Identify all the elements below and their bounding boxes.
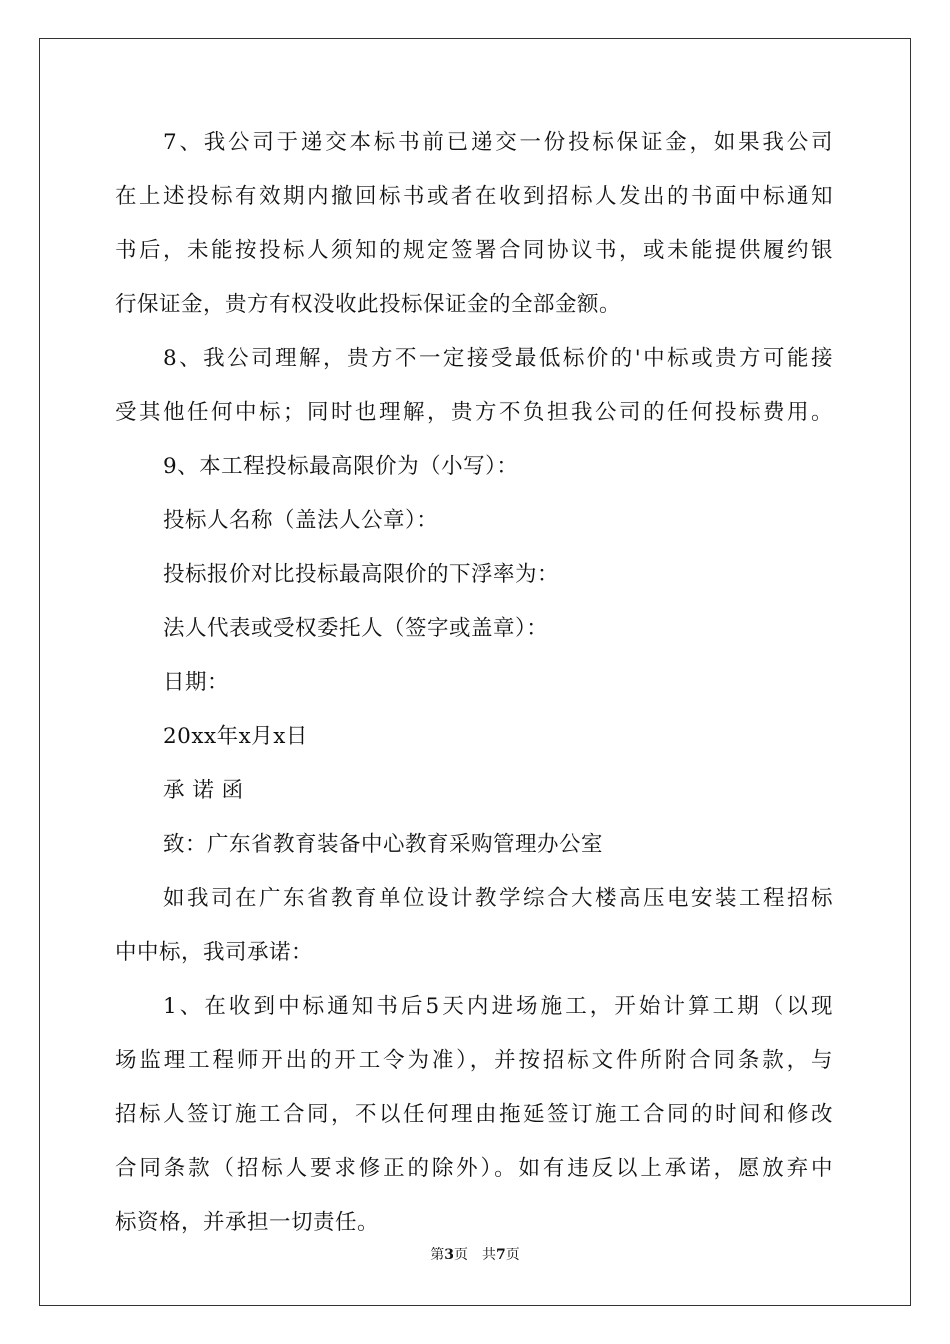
paragraph-line: 9、本工程投标最高限价为（小写）： <box>163 454 519 479</box>
paragraph-line: 1、在收到中标通知书后5天内进场施工，开始计算工期（以现 <box>163 994 833 1019</box>
paragraph-line: 书后，未能按投标人须知的规定签署合同协议书，或未能提供履约银 <box>115 238 833 263</box>
paragraph-line: 法人代表或受权委托人（签字或盖章）： <box>163 616 549 641</box>
page-footer <box>0 1246 950 1264</box>
date-value: 20xx年x月x日 <box>163 724 308 749</box>
letter-recipient: 致：广东省教育装备中心教育采购管理办公室 <box>163 832 604 857</box>
paragraph-line: 招标人签订施工合同，不以任何理由拖延签订施工合同的时间和修改 <box>115 1102 833 1127</box>
page-number-mid: 页 共 <box>454 1247 496 1263</box>
paragraph-line: 受其他任何中标；同时也理解，贵方不负担我公司的任何投标费用。 <box>115 400 833 425</box>
paragraph-line: 投标报价对比投标最高限价的下浮率为： <box>163 562 560 587</box>
total-page-number: 7 <box>496 1247 506 1263</box>
letter-title: 承 诺 函 <box>163 778 244 803</box>
paragraph-line: 8、我公司理解，贵方不一定接受最低标价的'中标或贵方可能接 <box>163 346 833 371</box>
page-number-suffix: 页 <box>505 1247 520 1263</box>
paragraph-line: 行保证金，贵方有权没收此投标保证金的全部金额。 <box>115 292 622 317</box>
paragraph-line: 在上述投标有效期内撤回标书或者在收到招标人发出的书面中标通知 <box>115 184 833 209</box>
paragraph-line: 投标人名称（盖法人公章）： <box>163 508 439 533</box>
paragraph-line: 7、我公司于递交本标书前已递交一份投标保证金，如果我公司 <box>163 130 833 155</box>
date-label: 日期： <box>163 670 230 695</box>
current-page-number: 3 <box>444 1247 454 1263</box>
paragraph-line: 标资格，并承担一切责任。 <box>115 1210 380 1235</box>
page-number-prefix: 第 <box>430 1247 445 1263</box>
paragraph-line: 场监理工程师开出的开工令为准），并按招标文件所附合同条款，与 <box>115 1048 833 1073</box>
paragraph-line: 如我司在广东省教育单位设计教学综合大楼高压电安装工程招标 <box>163 886 833 911</box>
paragraph-line: 中中标，我司承诺： <box>115 940 314 965</box>
paragraph-line: 合同条款（招标人要求修正的除外）。如有违反以上承诺，愿放弃中 <box>115 1156 833 1181</box>
